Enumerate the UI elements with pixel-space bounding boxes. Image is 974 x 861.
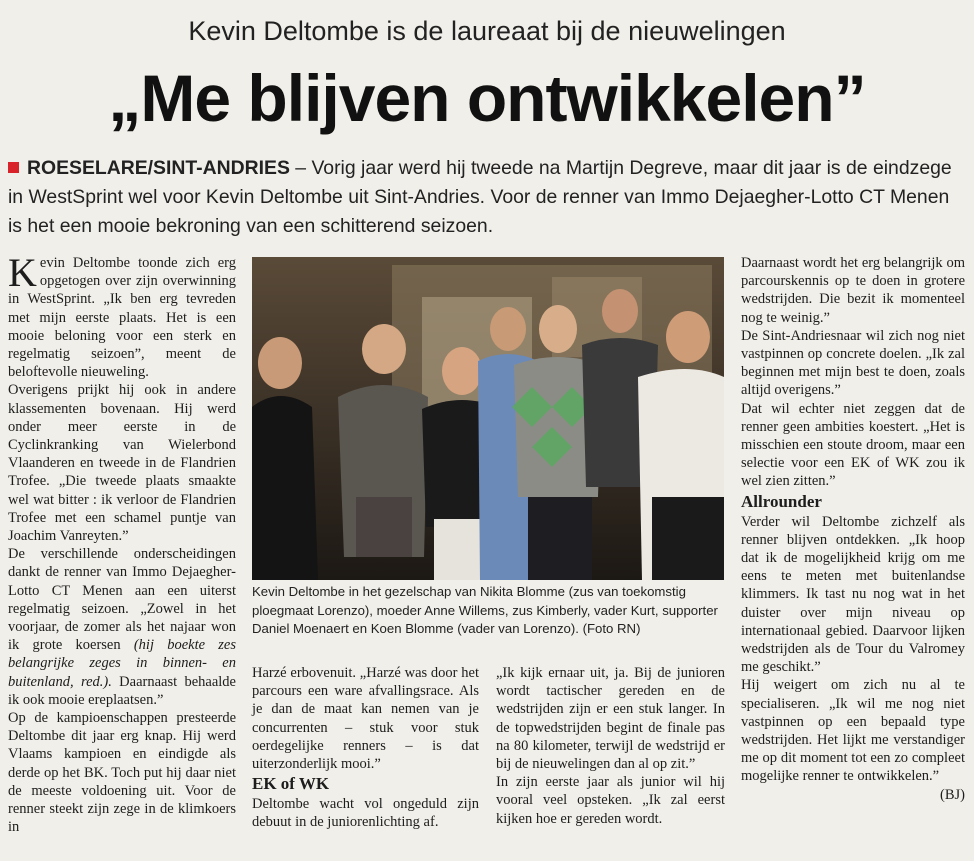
paragraph	[8, 250, 236, 381]
subheading-allrounder: Allrounder	[741, 491, 822, 511]
byline: (BJ)	[940, 786, 965, 803]
paragraph-text: evin Deltombe toonde zich erg opgetogen over zijn overwinning in WestSprint. „Ik ben erg tevreden met mijn eerste plaats. Het is een mooie beloning voor een sterk en regelmatig seizoen”, meent de beloftevolle nieuweling.	[8, 255, 236, 381]
lead-text: – Vorig jaar werd hij tweede na Martijn Degreve, maar dit jaar is de eindzege in WestSprint wel voor Kevin Deltombe uit Sint-Andries. Voor de renner van Immo Dejaegher-Lotto CT Menen is het een mooie bekroning van een schitterend seizoen.	[8, 157, 952, 237]
paragraph	[8, 545, 236, 709]
paragraph: Hij weigert om zich nu al te specialiseren. „Ik wil me nog niet vastpinnen op een bepaald type wedstrijden. Het lijkt me verstandiger me op dit moment tot een zo compleet mogelijke renner te ontwikkelen.”	[741, 677, 965, 785]
subheading-ek-of-wk: EK of WK	[252, 774, 330, 794]
lead-dateline: ROESELARE/SINT-ANDRIES	[27, 157, 290, 179]
paragraph: Op de kampioenschappen presteerde Deltombe dit jaar erg knap. Hij werd Vlaams kampioen en eindigde als derde op het BK. Toch put hij daar niet de meeste voldoening uit. Voor de renner steekt zijn zege in de klimkoers in	[8, 710, 236, 836]
editor-note: (hij boekte zes belangrijke zeges in binnen- en buitenland, red.).	[8, 637, 236, 690]
article-kicker: Kevin Deltombe is de laureaat bij de nieuwelingen	[188, 16, 786, 46]
paragraph: De Sint-Andriesnaar wil zich nog niet vastpinnen op concrete doelen. „Ik zal beginnen met mijn best te doen, zoals altijd overigens.”	[741, 327, 965, 399]
drop-cap: K	[8, 250, 37, 295]
paragraph-text: Daarnaast behaalde ik ook mooie ereplaatsen.”	[8, 673, 236, 708]
article-lead	[8, 154, 963, 241]
article-headline: „Me blijven ontwikkelen”	[108, 61, 866, 135]
column-2a	[252, 664, 479, 832]
paragraph: In zijn eerste jaar als junior wil hij vooral veel opsteken. „Ik zal eerst kijken hoe er gereden wordt.	[496, 774, 725, 827]
column-1	[8, 250, 236, 837]
paragraph: Deltombe wacht vol ongeduld zijn debuut in de juniorenlichting af.	[252, 796, 479, 831]
paragraph: Overigens prijkt hij ook in andere klassementen bovenaan. Hij werd onder meer eerste in de Cyclinkranking van Wielerbond Vlaanderen en tweede in de Flandrien Trofee. „Die tweede plaats smaakte wel wat bitter : ik verloor de Flandrien Trofee met een schamel puntje van Joachim Vanreyten.”	[8, 382, 236, 545]
photo-caption: Kevin Deltombe in het gezelschap van Nikita Blomme (zus van toekomstig ploegmaat Lorenzo), moeder Anne Willems, zus Kimberly, vader Kurt, supporter Daniel Moenaert en Koen Blomme (vader van Lorenzo). (Foto RN)	[252, 584, 718, 636]
article-photo	[252, 257, 724, 580]
column-3	[741, 254, 965, 804]
column-2b	[496, 664, 725, 828]
paragraph: Daarnaast wordt het erg belangrijk om parcourskennis op te doen in grotere wedstrijden. Die bezit ik momenteel nog te weinig.”	[741, 255, 965, 326]
paragraph: Harzé erbovenuit. „Harzé was door het parcours een ware afvallingsrace. Als je dan de maat kan nemen van je concurrenten – stuk voor stuk oerdegelijke renners – is dat uiterzonderlijk mooi.”	[252, 665, 479, 773]
red-square-icon	[8, 162, 19, 173]
family-photo-illustration	[252, 257, 724, 580]
paragraph: „Ik kijk ernaar uit, ja. Bij de junioren wordt tactischer gereden en de wedstrijden zijn er een stuk langer. In de topwedstrijden begint de finale pas na 80 kilometer, terwijl de wedstrijd er bij de nieuwelingen dan al op zit.”	[496, 665, 725, 773]
paragraph: Dat wil echter niet zeggen dat de renner geen ambities koestert. „Het is misschien een stoute droom, maar een selectie voor een EK of WK zou ik wel zien zitten.”	[741, 400, 965, 490]
paragraph-text: De verschillende onderscheidingen dankt de renner van Immo Dejaegher-Lotto CT Menen aan een uiterst regelmatig seizoen. „Zowel in het voorjaar, de zomer als het najaar won ik grote koersen	[8, 546, 236, 654]
paragraph: Verder wil Deltombe zichzelf als renner blijven ontdekken. „Ik hoop dat ik de mogelijkheid krijg om me eens te meten met buitenlandse klimmers. Ik tast nu nog wat in het duister over mijn niveau op internationaal gebied. Daarvoor lijken wedstrijden als de Tour du Valromey me geschikt.”	[741, 513, 965, 676]
